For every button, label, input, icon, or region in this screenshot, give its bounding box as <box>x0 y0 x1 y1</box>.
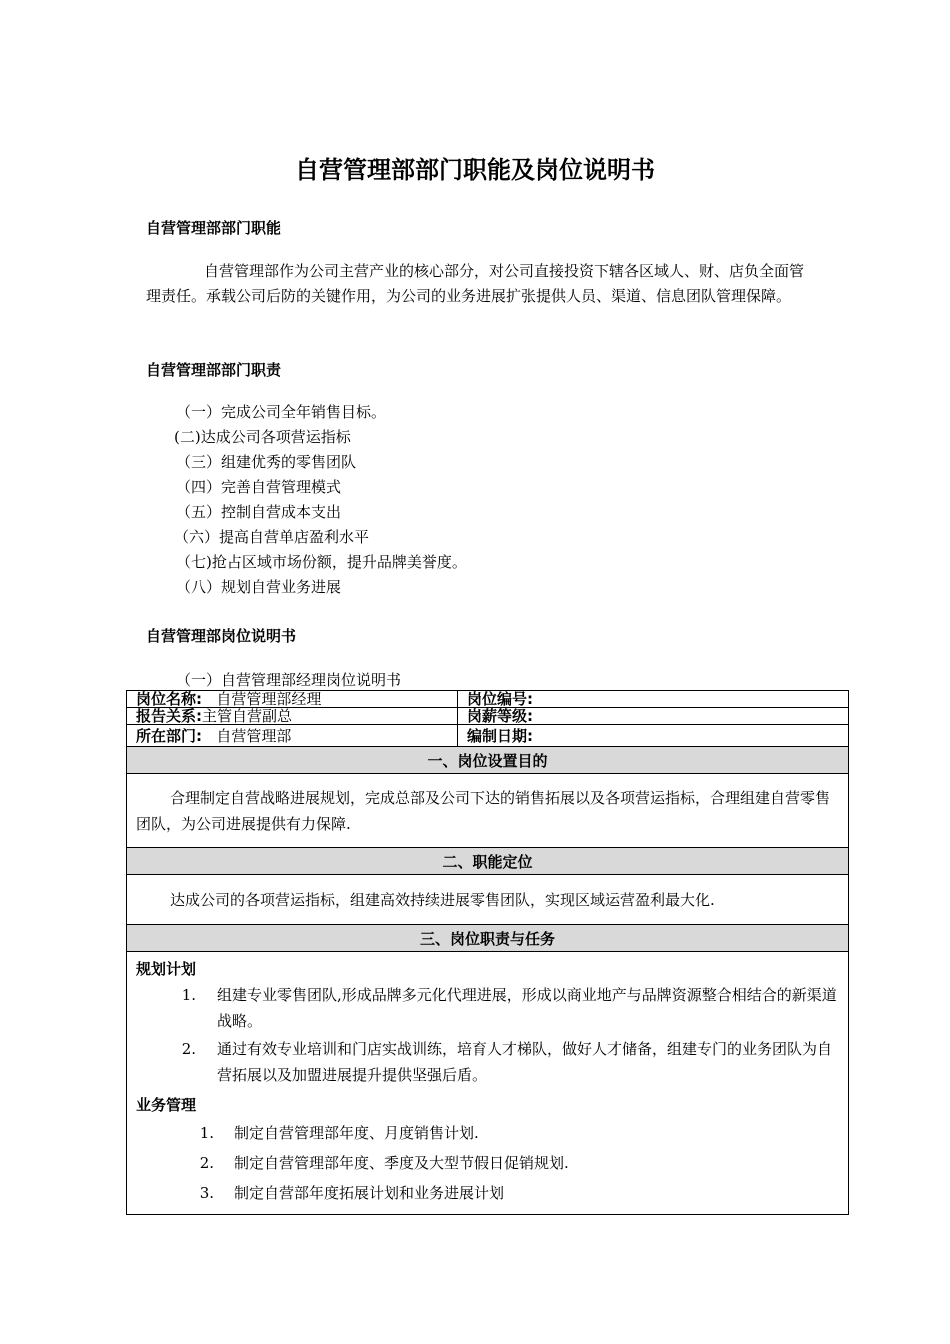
table-cell <box>127 708 458 725</box>
field-label: 岗薪等级: <box>467 707 533 725</box>
table-cell <box>127 725 458 747</box>
purpose-text: 合理制定自营战略进展规划，完成总部及公司下达的销售拓展以及各项营运指标，合理组建自营零售团队，为公司进展提供有力保障. <box>136 788 831 833</box>
group-title: 业务管理 <box>136 1096 197 1114</box>
section-title-purpose: 一、岗位设置目的 <box>127 747 849 774</box>
field-label: 岗位编号: <box>467 690 533 708</box>
item-text: 制定自营部年度拓展计划和业务进展计划 <box>234 1184 505 1202</box>
table-row <box>127 952 849 1215</box>
field-value: 自营管理部经理 <box>216 690 322 708</box>
section-title-duties: 三、岗位职责与任务 <box>127 925 849 952</box>
list-item: （八）规划自营业务进展 <box>176 578 342 596</box>
document-title: 自营管理部部门职能及岗位说明书 <box>295 156 655 184</box>
list-item <box>136 1148 839 1178</box>
table-row <box>127 725 849 747</box>
job-subheading: （一）自营管理部经理岗位说明书 <box>176 671 402 689</box>
item-number: 3. <box>199 1184 214 1202</box>
list-item: (二)达成公司各项营运指标 <box>174 428 351 446</box>
item-number: 1. <box>181 986 196 1004</box>
list-item <box>136 1178 839 1208</box>
duties-list <box>176 400 467 600</box>
list-item <box>136 982 839 1034</box>
table-row <box>127 875 849 925</box>
position-cell <box>127 875 849 925</box>
table-row <box>127 774 849 848</box>
list-item: （六）提高自营单店盈利水平 <box>174 528 370 546</box>
field-value: 主管自营副总 <box>202 707 293 725</box>
item-text: 通过有效专业培训和门店实战训练，培育人才梯队，做好人才储备，组建专门的业务团队为自营拓展以及加盟进展提升提供坚强后盾。 <box>217 1040 833 1084</box>
list-item: （四）完善自营管理模式 <box>176 478 342 496</box>
list-item: （五）控制自营成本支出 <box>176 503 342 521</box>
field-label: 岗位名称: <box>136 690 202 708</box>
job-description-table <box>126 690 849 1215</box>
purpose-cell <box>127 774 849 848</box>
table-cell <box>127 691 458 708</box>
field-label: 编制日期: <box>467 726 533 745</box>
item-number: 2. <box>199 1154 214 1172</box>
duties-cell <box>127 952 849 1215</box>
list-item <box>136 1118 839 1148</box>
item-text: 制定自营管理部年度、月度销售计划. <box>234 1124 479 1142</box>
list-item: （七)抢占区域市场份额，提升品牌美誉度。 <box>176 553 467 571</box>
section-header-row <box>127 848 849 875</box>
field-label: 所在部门: <box>136 726 202 745</box>
item-text: 制定自营管理部年度、季度及大型节假日促销规划. <box>234 1154 569 1172</box>
section-heading-functions: 自营管理部部门职能 <box>146 219 282 237</box>
item-number: 2. <box>181 1040 196 1058</box>
list-item <box>136 1036 839 1088</box>
functions-text: 自营管理部作为公司主营产业的核心部分，对公司直接投资下辖各区域人、财、店负全面管理责任。承载公司后防的关键作用，为公司的业务进展扩张提供人员、渠道、信息团队管理保障。 <box>146 262 805 305</box>
table-cell <box>458 708 849 725</box>
field-label: 报告关系: <box>136 707 202 725</box>
table-row <box>127 708 849 725</box>
position-text: 达成公司的各项营运指标，组建高效持续进展零售团队，实现区域运营盈利最大化. <box>170 890 715 909</box>
section-heading-duties: 自营管理部部门职责 <box>146 361 282 379</box>
section-header-row <box>127 925 849 952</box>
list-item: （三）组建优秀的零售团队 <box>176 453 357 471</box>
table-cell <box>458 691 849 708</box>
field-value: 自营管理部 <box>216 726 292 745</box>
table-row <box>127 691 849 708</box>
section-heading-job-descriptions: 自营管理部岗位说明书 <box>146 627 297 645</box>
section-title-position: 二、职能定位 <box>127 848 849 875</box>
item-number: 1. <box>199 1124 214 1142</box>
list-item: （一）完成公司全年销售目标。 <box>176 403 387 421</box>
section-header-row <box>127 747 849 774</box>
table-cell <box>458 725 849 747</box>
item-text: 组建专业零售团队,形成品牌多元化代理进展，形成以商业地产与品牌资源整合相结合的新渠道战略。 <box>217 986 837 1030</box>
functions-paragraph <box>146 259 816 309</box>
group-title: 规划计划 <box>136 960 197 978</box>
